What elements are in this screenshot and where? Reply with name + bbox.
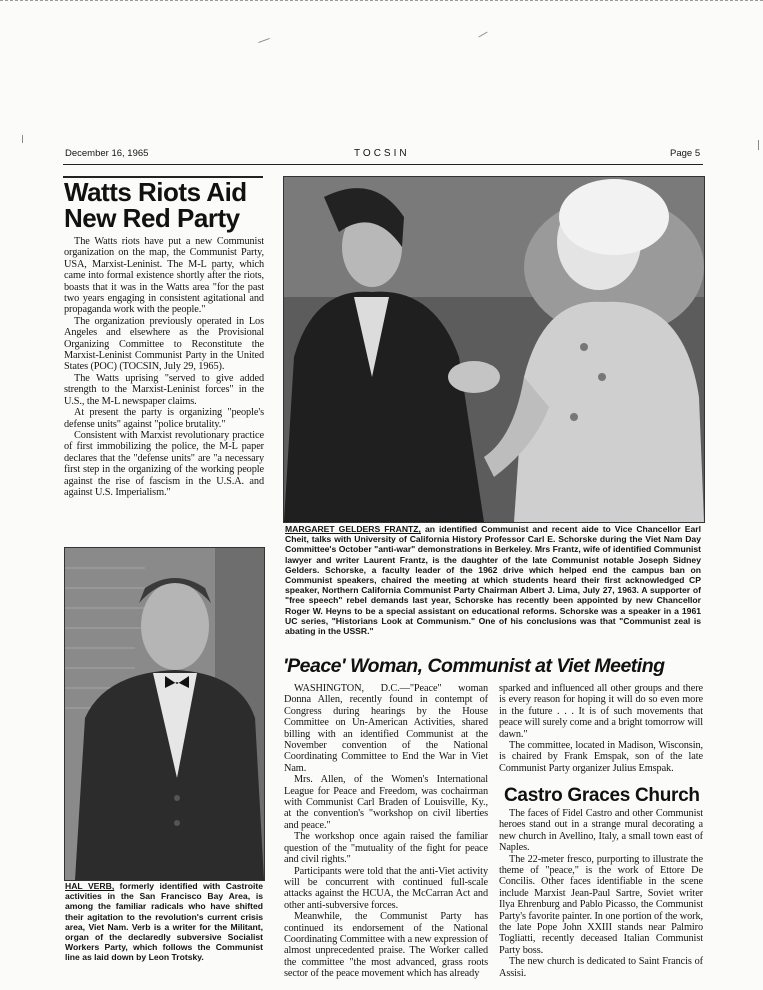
photo2-caption: [65, 881, 263, 963]
paragraph: Consistent with Marxist revolutionary practice of first immobilizing the police, the M-L paper declares that the "defense units" are "a necessary first step in the organizing of the working people against the rise of fascism in the U.S.A. and against U.S. Imperialism.": [64, 429, 264, 498]
article-body: [64, 236, 264, 498]
photo-image: [65, 548, 264, 880]
caption-text: formerly identified with Castroite activities in the San Francisco Bay Area, is among the familiar radicals who have shifted their agitation to the revolution's current crisis area, Viet Nam. Verb is a writer for the Militant, organ of the declaredly subversive Socialist Workers Party, which follows the Communist line as laid down by Leon Trotsky.: [65, 881, 263, 963]
paragraph: The Watts riots have put a new Communist organization on the map, the Communist Party, USA, Marxist-Leninist. The M-L party, which came into formal existence shortly after the riots, boasts that it was in the Watts area "for the past two years engaging in consistent agitational and propaganda work with the people.": [64, 236, 264, 316]
photo-frantz-schorske: [283, 176, 705, 523]
caption-text: an identified Communist and recent aide to Vice Chancellor Earl Cheit, talks with University of California History Professor Carl E. Schorske during the Viet Nam Day Committee's October "anti-war" demonstrations in Berkeley. Mrs Frantz, wife of identified Communist lawyer and writer Laurent Frantz, is the daughter of the late Communist notable Joseph Sidney Gelders. Schorske, a faculty leader of the 1962 drive which helped end the campus ban on Communist speakers, chaired the meeting at which students heard their first acknowledged CP speaker, Northern California Communist Party Chairman Albert J. Lima, July 27, 1963. A supporter of "free speech" rebel demands last year, Schorske has recently been appointed by new Chancellor Roger W. Heyns to be a special assistant on educational reforms. Schorske was a speaker in a 1961 UC series, "Historians Look at Communism." One of his conclusions was that "Communist zeal is abating in the USSR.": [285, 524, 701, 637]
paragraph: sparked and influenced all other groups and there is every reason for hoping it will do so even more in the future . . . It is of such movements that peace will surely come and a bright tomorrow will dawn.": [499, 683, 703, 740]
scan-mark: [758, 140, 759, 150]
paragraph: The faces of Fidel Castro and other Communist heroes stand out in a strange mural decorating a new church in Avellino, Italy, a small town east of Naples.: [499, 808, 703, 854]
newspaper-title: TOCSIN: [354, 148, 410, 159]
paragraph: Mrs. Allen, of the Women's International League for Peace and Freedom, was cochairman with Communist Carl Braden of Louisville, Ky., at the convention's "workshop on civil liberties and peace.": [284, 774, 488, 831]
page-number: Page 5: [670, 148, 701, 159]
scan-mark: [478, 32, 487, 38]
issue-date: December 16, 1965: [65, 148, 149, 159]
article-peace-woman-col1: [284, 683, 488, 980]
paragraph: The 22-meter fresco, purporting to illustrate the theme of "peace," is the work of Ettore De Concilis. Other faces identifiable in the scene include Marxist Jean-Paul Sartre, Soviet writer Ilya Ehrenburg and Pablo Picasso, the Communist Party's favorite painter. In one portion of the work, the late Pope John XXIII stands near Palmiro Togliatti, recently deceased Italian Communist Party boss.: [499, 853, 703, 956]
paragraph: The organization previously operated in Los Angeles and elsewhere as the Provisional Organizing Committee to Reconstitute the Marxist-Leninist Communist Party in the United States (POC) (TOCSIN, July 29, 1965).: [64, 315, 264, 373]
paragraph: Participants were told that the anti-Viet activity will be concurrent with continued full-scale attacks against the HCUA, the McCarran Act and other anti-subversive forces.: [284, 865, 488, 911]
scan-edge: [0, 0, 763, 9]
article-castro-church: [499, 808, 703, 979]
paragraph: The Watts uprising "served to give added strength to the Marxist-Leninist forces" in the U.S., the M-L newspaper claims.: [64, 372, 264, 407]
paragraph: The new church is dedicated to Saint Francis of Assisi.: [499, 956, 703, 979]
headline-line-1: Watts Riots Aid: [64, 177, 247, 207]
headline-line-2: New Red Party: [64, 203, 240, 233]
headline-castro-church: Castro Graces Church: [504, 785, 700, 806]
photo1-caption: [285, 524, 701, 636]
paragraph: Meanwhile, the Communist Party has continued its endorsement of the National Coordinating Committee with a new expression of almost unprecedented praise. The Worker called the committee "the most advanced, grass roots sector of the peace movement which has already: [284, 911, 488, 980]
headline-peace-woman: 'Peace' Woman, Communist at Viet Meeting: [283, 655, 665, 677]
paragraph: The workshop once again raised the familiar question of the "mutuality of the fight for peace and civil rights.": [284, 831, 488, 866]
photo-image: [284, 177, 704, 522]
scan-mark: [22, 135, 23, 143]
caption-name: MARGARET GELDERS FRANTZ,: [285, 524, 421, 534]
scan-mark: [258, 38, 270, 43]
photo-hal-verb: [64, 547, 265, 881]
paragraph: At present the party is organizing "people's defense units" against "police brutality.": [64, 407, 264, 430]
article-watts-riots: [64, 179, 264, 498]
paragraph: The committee, located in Madison, Wisconsin, is chaired by Frank Emspak, son of the late Communist Party organizer Julius Emspak.: [499, 740, 703, 774]
caption-name: HAL VERB,: [65, 881, 115, 891]
masthead-rule: [63, 164, 703, 165]
article-peace-woman-col2: [499, 683, 703, 774]
paragraph: WASHINGTON, D.C.—"Peace" woman Donna Allen, recently found in contempt of Congress during hearings by the House Committee on Un-American Activities, shared billing with an identified Communist at the November convention of the National Coordinating Committee to End the War in Viet Nam.: [284, 683, 488, 774]
